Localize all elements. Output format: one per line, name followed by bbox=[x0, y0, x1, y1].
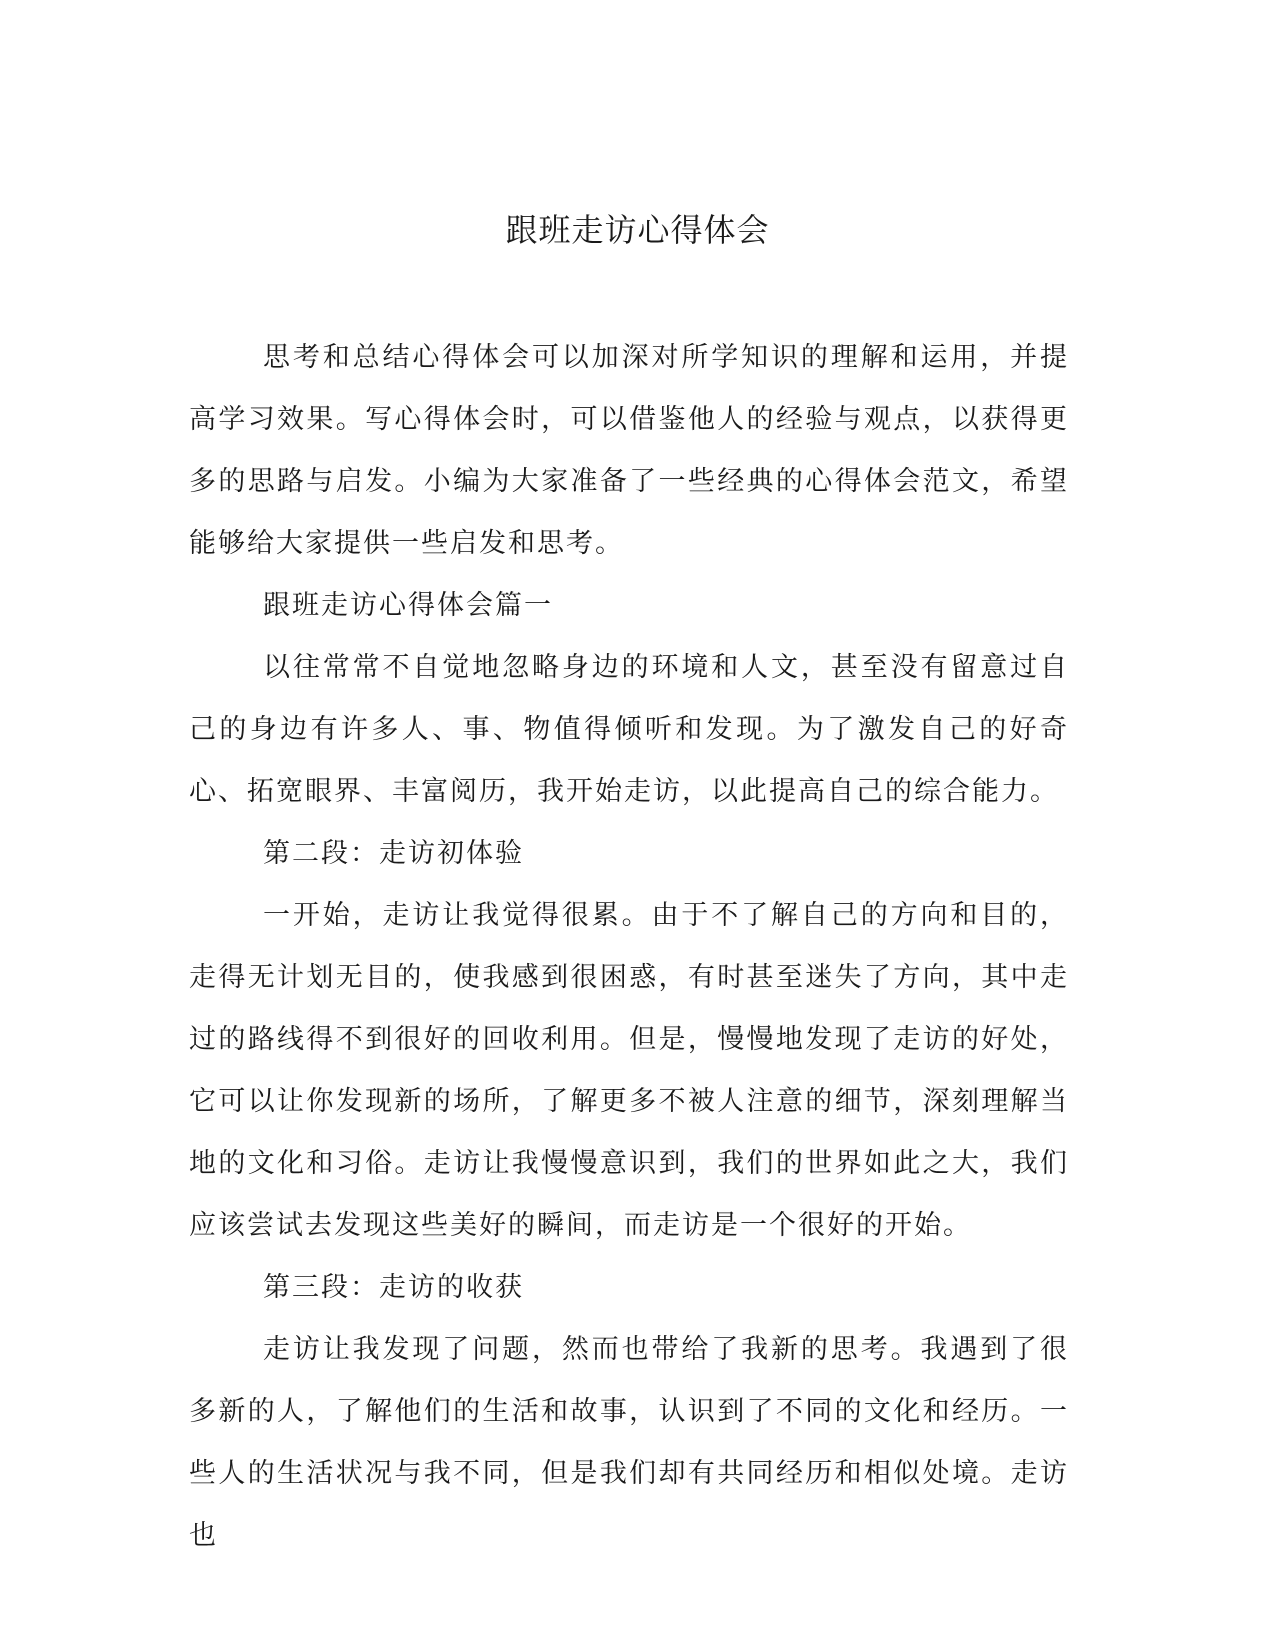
section-heading-third: 第三段：走访的收获 bbox=[263, 1272, 524, 1303]
body-paragraph: 一开始，走访让我觉得很累。由于不了解自己的方向和目的，走得无计划无目的，使我感到很困惑，有时甚至迷失了方向，其中走过的路线得不到很好的回收利用。但是，慢慢地发现了走访的好处，它可以让你发现新的场所，了解更多不被人注意的细节，深刻理解当地的文化和习俗。走访让我慢慢意识到，我们的世界如此之大，我们应该尝试去发现这些美好的瞬间，而走访是一个很好的开始。 bbox=[189, 900, 1069, 1241]
intro-paragraph: 思考和总结心得体会可以加深对所学知识的理解和运用，并提高学习效果。写心得体会时，可以借鉴他人的经验与观点，以获得更多的思路与启发。小编为大家准备了一些经典的心得体会范文，希望能够给大家提供一些启发和思考。 bbox=[189, 342, 1069, 559]
document-body bbox=[189, 327, 1069, 1567]
body-paragraph: 以往常常不自觉地忽略身边的环境和人文，甚至没有留意过自己的身边有许多人、事、物值得倾听和发现。为了激发自己的好奇心、拓宽眼界、丰富阅历，我开始走访，以此提高自己的综合能力。 bbox=[189, 652, 1069, 807]
document-title: 跟班走访心得体会 bbox=[505, 211, 770, 249]
body-paragraph: 走访让我发现了问题，然而也带给了我新的思考。我遇到了很多新的人，了解他们的生活和故事，认识到了不同的文化和经历。一些人的生活状况与我不同，但是我们却有共同经历和相似处境。走访也 bbox=[189, 1334, 1069, 1551]
section-heading-part-one: 跟班走访心得体会篇一 bbox=[263, 590, 553, 621]
section-heading-second: 第二段：走访初体验 bbox=[263, 838, 524, 869]
